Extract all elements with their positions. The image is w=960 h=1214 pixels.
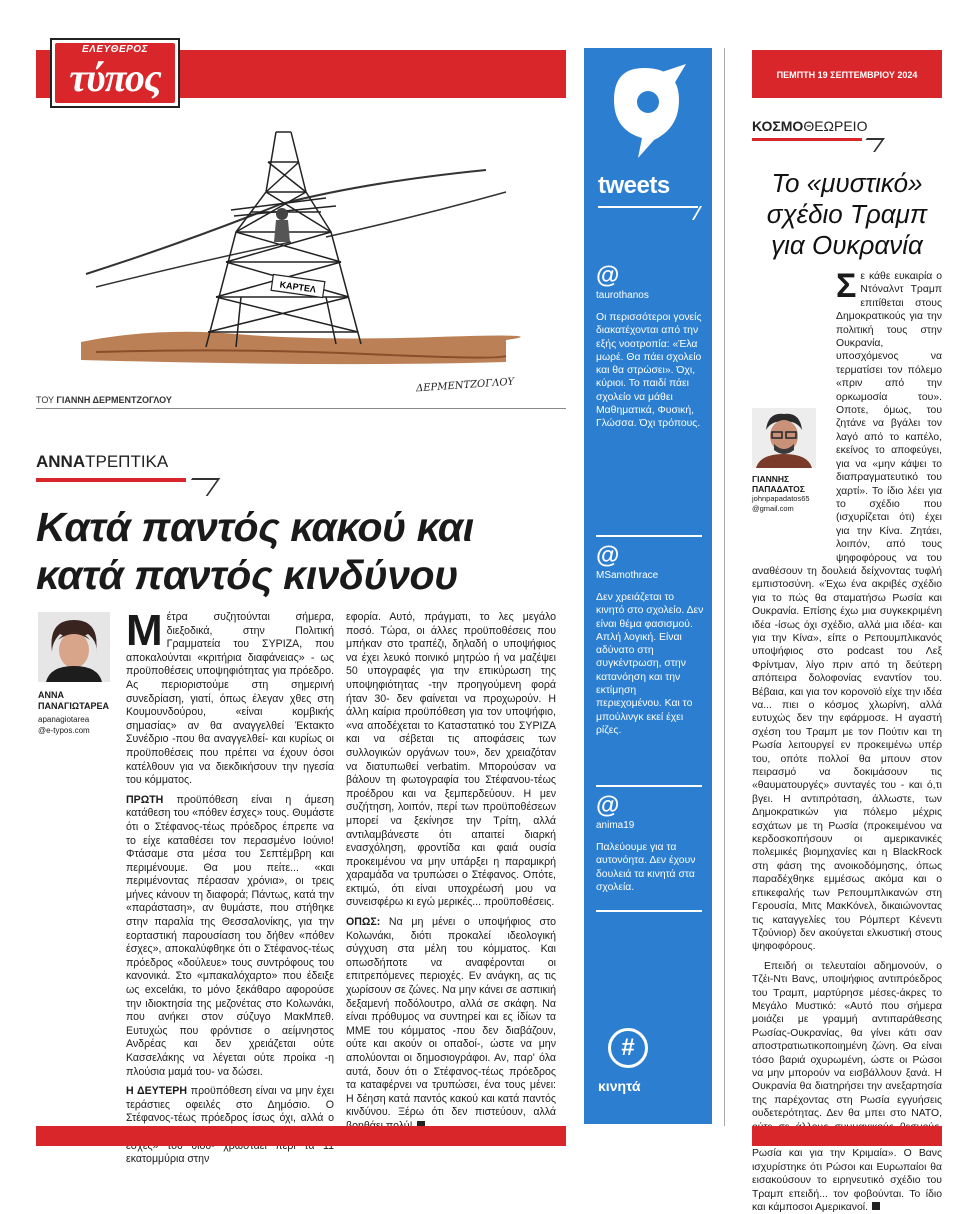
left-headline-line2: κατά παντός κινδύνου [36, 552, 458, 598]
author-info-left [38, 690, 118, 736]
left-headline [36, 503, 566, 599]
section-label-bold: ΑΝΝΑ [36, 452, 86, 471]
left-headline-line1: Κατά παντός κακού και [36, 504, 474, 550]
tweet-handle[interactable]: MSamothrace [596, 570, 659, 581]
cartoon-sign-text: ΚΑΡΤΕΛ [279, 279, 317, 295]
right-paragraph-2: Επειδή οι τελευταίοι αδημονούν, ο Τζέι-Ντι Βανς, υποψήφιος αντιπρόεδρος του Τραμπ, μαρτύρησε μέσες-άκρες το Μεγάλο Μυστικό: «Αυτό που σήμερα μοιάζει με γραμμή αντιπαράθεσης Ρωσίας-Ουκρανίας, θα γίνει κάτι σαν αποστρατιωτικοποιημένη ζώνη. Θα είναι τόσο βαριά οχυρωμένη, ώστε οι Ρώσοι να μην μπορούν να εισβάλλουν ξανά. Η Ουκρανία θα διατηρήσει την ανεξαρτησία της παρέχοντας στη Ρωσία εγγυήσεις ουδετερότητας. Δεν θα μπει στο ΝΑΤΟ, Ρωσία και για την Κριμαία». Ο Βανς ισχυρίστηκε ότι Ρώσοι και Ευρωπαίοι θα εισακούσουν το ειρηνευτικό σχέδιο του Τραμπ επειδή... τον φοβούνται. Το ίδιο και κάμποσοι Αμερικανοί. [752, 960, 942, 1214]
section-red-underline [36, 478, 186, 482]
cartoon-credit-name: ΓΙΑΝΝΗ ΔΕΡΜΕΝΤΖΟΓΛΟΥ [56, 395, 172, 405]
cartoon-credit [36, 395, 172, 405]
date-label: ΠΕΜΠΤΗ 19 ΣΕΠΤΕΜΒΡΙΟΥ 2024 [776, 70, 918, 80]
at-icon: @ [596, 262, 620, 289]
tweet-item[interactable] [596, 544, 704, 737]
author-email-2[interactable]: @e-typos.com [38, 726, 90, 735]
masthead-logo[interactable] [50, 38, 180, 108]
col2-paragraph-2: ΟΠΩΣ: Να μη μένει ο υποψήφιος στο Κολωνάκι, διότι προκαλεί ιδεολογική σύγχυση στα μέλη του κόμματος. Και οπωσδήποτε να αναφέρονται οι επιτρεπόμενες περιοχές. Εν ανάγκη, ας τις χωρίσουν σε ζώνες. Να μην κάνει σε ασπικιή δεξαμενή ποδόλουτρο, αλλά σε σκάφη. Να είναι πρόθυμος να συντηρεί και ες ίδίων τα ΜΜΕ του κόμματος -που δεν διαβάζουν, ούτε και ακούν οι οπαδοί-, ώστε να μην απολύονται οι δημοσιογράφοι. Αν, παρ' όλα αυτά, δουν ότι ο Στέφανος-τέως πρόεδρος τα καταφέρνει να τρυπώσει, ένα τους μένει: Η δέηση κατά παντός κακού και κατά παντός κινδύνου. Ξέρω ότι δεν πιστεύουν, αλλά [346, 916, 556, 1134]
author-block-right [752, 408, 830, 548]
hashtag-label[interactable]: κινητά [598, 1078, 641, 1094]
author-name-1: ΑΝΝΑ [38, 690, 64, 700]
cartoon-credit-prefix: ΤΟΥ [36, 395, 54, 405]
tweet-separator [596, 535, 702, 537]
tweet-text: Οι περισσότεροι γονείς διακατέχονται από την εξής νοοτροπία: «Έλα μωρέ. Θα πάει σχολείο και θα στρώσει». Όχι, κύριοι. Το παιδί πάει σχολείο να μάθει Μαθηματικά, Φυσική, Γλώσσα. Όχι τρόπους. [596, 312, 702, 430]
cartoon-signature: ΔΕΡΜΕΝΤΖΟΓΛΟΥ [415, 376, 515, 395]
tweets-panel [584, 48, 712, 1124]
tweet-item[interactable] [596, 264, 704, 431]
tweet-separator [596, 910, 702, 912]
drop-cap-left: Μ [126, 606, 163, 655]
author-email-1[interactable]: apanagiotarea [38, 715, 90, 724]
section-label-annatreptika[interactable] [36, 452, 168, 472]
drop-cap-right: Σ [836, 267, 857, 305]
author-photo-left [38, 612, 110, 682]
author-name-right-1: ΓΙΑΝΝΗΣ [752, 474, 790, 484]
bottom-red-bar-left [36, 1126, 566, 1146]
tweet-text: Δεν χρειάζεται το κινητό στο σχολείο. Δεν είναι θέμα φασισμού. Απλή λογική. Είναι αδύνατο στη συγκέντρωση, στην κατανόηση και την εκτίμηση περιεχομένου. Και το μπούλινγκ εκεί έχει ρίζες. [596, 592, 704, 736]
col1-paragraph-2: ΠΡΩΤΗ προϋπόθεση είναι η άμεση κατάθεση του «πόθεν έσχες» τους. Θυμάστε ότι ο Στέφανος-τέως πρόεδρος έπρεπε να το είχε καταθέσει τον περασμένο Ιούνιο! Φτάσαμε στα μέσα του Σεπτέμβρη και περιμένουμε. Θα μου πείτε... «και περιμένοντας πέρασαν χρόνια», οι τρεις μήνες κάνουν τη διαφορά; Πάντως, κατά την «παράσταση», αν θυμάστε, που στήθηκε στην παραλία της Θεσσαλονίκης, για την εορταστική παρουσίαση του δήθεν «πόθεν έσχες», αποκαλύφθηκε ότι ο Στέφανος-τέως πρόεδρος «δούλευε» τους συντρόφους του κανονικά. Στο «μπακαλόχαρτο» που έδειξε ως excelάκι, το μόνο ξεκάθαρο αφορούσε την ιδιοκτησία της μεζονέτας στο Κολωνάκι, που ανήκει στον σύζυγο ΜακΜπεθ. Ευτυχώς που φρόντισε ο αείμνηστος Ανδρέας και δεν χρειάζεται ούτε Κασσελάκης να λέγεται ούτε προίκα -η πλούσια μαμά του- να δώσει. [126, 793, 334, 1078]
author-name-2: ΠΑΝΑΓΙΩΤΑΡΕΑ [38, 701, 109, 711]
section-label-kosmotheoreio[interactable]: ΚΟΣΜΟΘΕΩΡΕΙΟ [752, 118, 868, 134]
bottom-red-bar-right [752, 1126, 942, 1146]
tweets-header-notch [676, 206, 702, 220]
tweet-handle[interactable]: anima19 [596, 820, 635, 831]
hashtag-icon: # [608, 1028, 648, 1068]
col1-paragraph-3: Η ΔΕΥΤΕΡΗ προϋπόθεση είναι να μην έχει τεράστιες οφειλές στο Δημόσιο. Ο Στέφανος-τέως πρόεδρος ίσως όχι, αλλά ο εκατομμύρια στην [126, 1085, 334, 1166]
right-article-body [752, 267, 942, 1214]
section-red-underline-right [752, 138, 862, 141]
left-article-col2 [346, 611, 556, 1121]
tweet-text: Παλεύουμε για τα αυτονόητα. Δεν έχουν δουλειά τα κινητά στα σχολεία. [596, 842, 696, 893]
tweets-header: tweets [598, 172, 670, 199]
author-email-right-2[interactable]: @gmail.com [752, 504, 794, 513]
author-email-right-1[interactable]: johnpapadatos65 [752, 494, 810, 503]
end-mark-right [872, 1202, 880, 1210]
section-label-rest: ΤΡΕΠΤΙΚΑ [85, 452, 169, 471]
at-icon: @ [596, 792, 620, 819]
author-name-right-2: ΠΑΠΑΔΑΤΟΣ [752, 484, 805, 494]
pylon-cartoon-svg [36, 112, 556, 387]
tweets-bird-icon [604, 58, 694, 168]
left-article-col1 [126, 606, 334, 1166]
at-icon: @ [596, 542, 620, 569]
masthead-tagline: ΕΛΕΥΘΕΡΟΣ [82, 44, 148, 55]
right-headline: Το «μυστικό» σχέδιο Τραμπ για Ουκρανία [766, 168, 928, 260]
cartoon-rule [36, 408, 566, 409]
masthead-logo-text: τύπος [69, 55, 161, 100]
cartoon-illustration [36, 112, 556, 387]
col2-paragraph-1: εφορία. Αυτό, πράγματι, το λες μεγάλο ποσό. Τώρα, οι άλλες προϋποθέσεις που μπήκαν στο τραπέζι, δηλαδή ο υποψήφιος να έχει λευκό ποινικό μητρώο ή να μαζέψει 50 υπογραφές για την επικύρωση της υποψηφιότητας -την προηγούμενη φορά ήταν 30- δεν φαίνεται να προχωρούν. Η άλλη καίρια προϋπόθεση για τον υποψήφιο, «να αποδέχεται το Καταστατικό του ΣΥΡΙΖΑ και να σέβεται τις αποφάσεις των συλλογικών οργάνων του», δεν χρειαζόταν να διατυπωθεί verbatim. Μπορούσαν να βάλουν τη φωτογραφία του Στέφανου-τέως προέδρου και να ξεμπερδεύουν. Η μεν συζήτηση, λοιπόν, περί των προϋποθέσεων μπορεί να ξεκίνησε την Τρίτη, αλλά αντιλαμβάνεστε ότι απαιτεί διαρκή ενασχόληση, φροντίδα και φαιά ουσία προκειμένου να μην υπάρξει η παραμικρή χαραμάδα να τρυπώσει ο Στέφανος. Οπότε, εκτιμώ, ότι είναι υποχρέωσή μου να συνεισφέρω κι εγώ μερικές... προϋποθέσεις. [346, 611, 556, 909]
col1-paragraph-1: Μέτρα συζητούνται σήμερα, διεξοδικά, στην Πολιτική Γραμματεία του ΣΥΡΙΖΑ, που αποκαλούνται «κριτήρια διαφάνειας» - ως προϋποθέσεις υποψηφιότητας για πρόεδρο. Ας περιοριστούμε στη σημερινή συνεδρίαση, γιατί, όπως έλεγαν χθες στη Κουμουνδούρου, «είναι κομβικής σημασίας» αν θα αναγγελθεί Έκτακτο Συνέδριο -που θα αναγγελθεί- και κυρίως οι προϋποθέσεις που πρέπει να έχουν όσοι κατέλθουν για να διεκδικήσουν την ηγεσία του κόμματος. [126, 606, 334, 787]
tweet-separator [596, 785, 702, 787]
right-paragraph-1: Σε κάθε ευκαιρία ο Ντόναλντ Τραμπ επιτίθεται στους Δημοκρατικούς για την πολιτική τους στην Ουκρανία, υποσχόμενος να τερματίσει τον πόλεμο «πριν από την ορκωμοσία του». Οποτε, όμως, του ζητάνε να βγάλει τον λαγό από το καπέλο, εκείνος το αποφεύγει, για να «μην κάψει το διαπραγματευτικό του χαρτί». Το ίδιο λέει για το σχέδιο που (ισχυρίζεται ότι) έχει για την Κίνα. Ζητάει, λοιπόν, από τους ψηφοφόρους να του αναθέσουν τη δουλειά δείχνοντας τυφλή εμπιστοσύνη. «Έχω ένα ακριβές σχέδιο για το πώς θα σταματήσω Ρωσία και Ουκρανία. Επίσης έχω μια συγκεκριμένη ιδέα -ίσως όχι σχέδιο, αλλά μια ιδέα- και για την Κίνα», είπε ο Ρεπουμπλικανός υποψήφιος στο podcast του Λεξ Φρίντμαν, λίγο πριν από τη δεύτερη απόπειρα δολοφονίας εναντίον του. Βέβαια, και για τον κορονοϊό είχε την ιδέα να... πιει ο κόσμος χλωρίνη, αλλά ευτυχώς δεν την εφάρμοσε. Η αγαστή σχέση του Τραμπ με τον Πούτιν και τη Ρωσία λειτουργεί εν προκειμένω υπέρ του, οπότε πολλοί θα μπουν στον πειρασμό να δοκιμάσουν τις «θαυματουργές» συνταγές του - και ό,τι βγει. Η αντιπρόταση, άλλωστε, των Δημοκρατικών για πόλεμο μέχρις εσχάτων με τη Ρωσία (προκειμένου να κερδοσκοπήσουν οι αμερικανικές πολεμικές βιομηχανίες και η BlackRock στη φάση της ανοικοδόμησης, όπως παραδέχθηκε εμμέσως ακόμα και ο επικεφαλής των Ρεπουμπλικανών στη Γερουσία, Μιτς ΜακΚόνελ, δικαιώνοντας τις καταγγελίες του Ρόμπερτ Κένεντι Τζούνιορ) δεν ακούγεται ελκυστική στους ψηφοφόρους. [752, 267, 942, 953]
tweet-item[interactable] [596, 794, 704, 894]
tweet-handle[interactable]: taurothanos [596, 290, 649, 301]
author-photo-right [752, 408, 816, 468]
